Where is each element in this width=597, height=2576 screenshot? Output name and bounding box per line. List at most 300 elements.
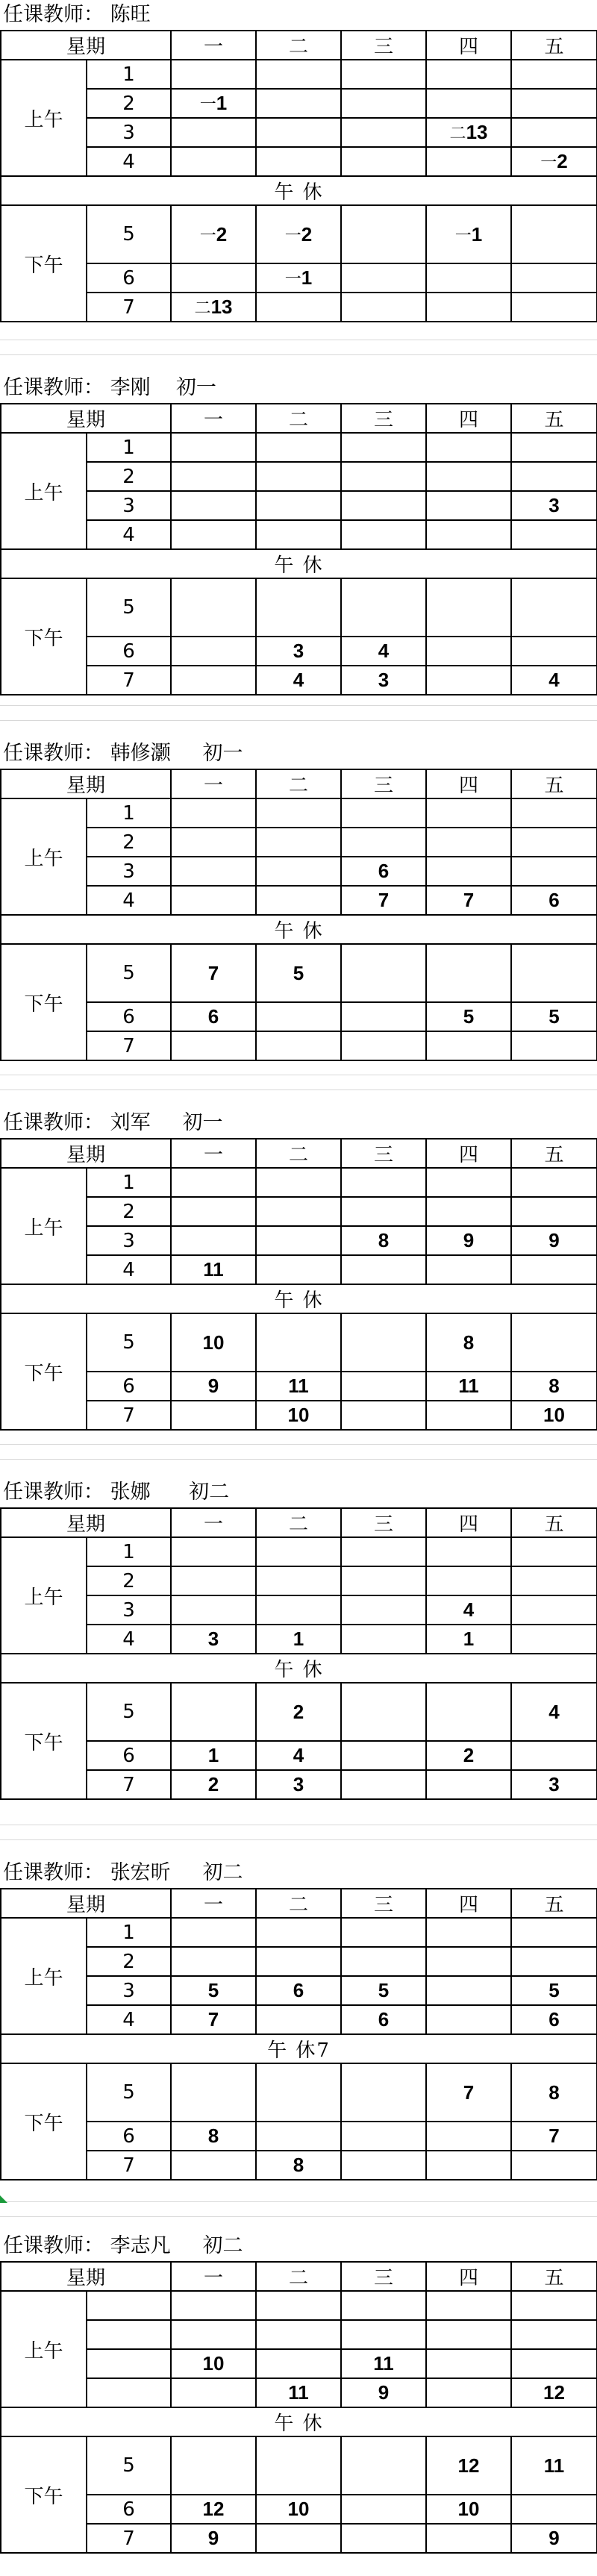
schedule-cell[interactable]: [426, 857, 511, 886]
schedule-cell[interactable]: 3: [256, 637, 341, 666]
day-header-4: 四: [426, 2262, 511, 2291]
schedule-cell[interactable]: [341, 2151, 426, 2180]
schedule-cell[interactable]: [426, 263, 511, 293]
table-row: [1, 666, 597, 695]
schedule-cell[interactable]: [341, 944, 426, 1002]
schedule-cell[interactable]: 一2: [256, 205, 341, 263]
schedule-cell[interactable]: 10: [171, 2349, 256, 2378]
schedule-cell[interactable]: [341, 2495, 426, 2524]
teacher-header: 任课教师： 李志凡 初二: [3, 2234, 243, 2257]
schedule-cell[interactable]: [171, 2378, 256, 2407]
table-row: [1, 1741, 597, 1770]
schedule-cell[interactable]: [426, 798, 511, 828]
schedule-cell[interactable]: 3: [511, 1770, 597, 1799]
schedule-cell[interactable]: [256, 293, 341, 322]
schedule-cell[interactable]: 一1: [171, 89, 256, 118]
schedule-cell[interactable]: [511, 1918, 597, 1947]
schedule-cell[interactable]: [256, 60, 341, 89]
schedule-cell[interactable]: [256, 89, 341, 118]
schedule-cell[interactable]: 12: [511, 2378, 597, 2407]
schedule-cell[interactable]: [171, 1197, 256, 1226]
sheet-gridline: [0, 720, 597, 721]
schedule-cell[interactable]: [256, 2436, 341, 2495]
schedule-cell[interactable]: [426, 2005, 511, 2034]
schedule-cell[interactable]: [341, 2122, 426, 2151]
schedule-cell[interactable]: [341, 798, 426, 828]
schedule-cell[interactable]: 一1: [256, 263, 341, 293]
schedule-cell[interactable]: [256, 1947, 341, 1976]
schedule-cell[interactable]: [426, 828, 511, 857]
table-row: [1, 1625, 597, 1654]
schedule-cell[interactable]: [171, 491, 256, 520]
schedule-cell[interactable]: [341, 205, 426, 263]
teacher-header: 任课教师： 韩修灏 初一: [3, 742, 243, 765]
schedule-cell[interactable]: 2: [426, 1741, 511, 1770]
schedule-cell[interactable]: [426, 944, 511, 1002]
table-row: [1, 1976, 597, 2005]
schedule-cell[interactable]: [171, 147, 256, 176]
schedule-cell[interactable]: [426, 293, 511, 322]
schedule-cell[interactable]: [171, 1226, 256, 1255]
schedule-cell[interactable]: [426, 1566, 511, 1595]
schedule-cell[interactable]: [511, 1168, 597, 1197]
schedule-cell[interactable]: [426, 637, 511, 666]
schedule-cell[interactable]: [256, 1002, 341, 1031]
schedule-cell[interactable]: [426, 1537, 511, 1566]
schedule-cell[interactable]: [341, 462, 426, 491]
period-number: 6: [87, 1741, 171, 1770]
period-number: 3: [87, 118, 171, 147]
schedule-cell[interactable]: 1: [256, 1625, 341, 1654]
schedule-cell[interactable]: [256, 886, 341, 915]
schedule-cell[interactable]: [171, 2063, 256, 2122]
schedule-cell[interactable]: [511, 2291, 597, 2320]
schedule-cell[interactable]: [426, 520, 511, 549]
schedule-cell[interactable]: 4: [341, 637, 426, 666]
schedule-cell[interactable]: [171, 798, 256, 828]
schedule-cell[interactable]: [426, 1255, 511, 1284]
schedule-cell[interactable]: 二13: [426, 118, 511, 147]
schedule-cell[interactable]: 7: [341, 886, 426, 915]
table-row: [1, 2436, 597, 2495]
schedule-cell[interactable]: [171, 637, 256, 666]
schedule-cell[interactable]: 11: [171, 1255, 256, 1284]
schedule-cell[interactable]: 7: [511, 2122, 597, 2151]
schedule-cell[interactable]: [256, 2005, 341, 2034]
schedule-cell[interactable]: 10: [426, 2495, 511, 2524]
schedule-cell[interactable]: 7: [426, 2063, 511, 2122]
period-number: 3: [87, 1226, 171, 1255]
day-header-5: 五: [511, 1889, 597, 1918]
schedule-cell[interactable]: [511, 60, 597, 89]
schedule-cell[interactable]: [171, 1168, 256, 1197]
period-number: 2: [87, 1947, 171, 1976]
weekday-header-row: [1, 31, 597, 60]
schedule-cell[interactable]: [426, 433, 511, 462]
schedule-cell[interactable]: [426, 1947, 511, 1976]
schedule-cell[interactable]: 12: [426, 2436, 511, 2495]
schedule-cell[interactable]: [511, 118, 597, 147]
schedule-cell[interactable]: [256, 1226, 341, 1255]
schedule-cell[interactable]: [341, 293, 426, 322]
schedule-cell[interactable]: [426, 1031, 511, 1060]
schedule-cell[interactable]: [511, 1566, 597, 1595]
schedule-cell[interactable]: [511, 1255, 597, 1284]
schedule-cell[interactable]: [256, 491, 341, 520]
schedule-cell[interactable]: [341, 1255, 426, 1284]
schedule-cell[interactable]: [171, 2320, 256, 2349]
schedule-cell[interactable]: [511, 2495, 597, 2524]
schedule-cell[interactable]: [256, 2063, 341, 2122]
schedule-cell[interactable]: 3: [256, 1770, 341, 1799]
schedule-cell[interactable]: [341, 578, 426, 637]
schedule-cell[interactable]: 6: [341, 857, 426, 886]
schedule-cell[interactable]: [341, 491, 426, 520]
schedule-cell[interactable]: [256, 1313, 341, 1372]
schedule-cell[interactable]: 3: [171, 1625, 256, 1654]
table-row: [1, 462, 597, 491]
schedule-cell[interactable]: [341, 1537, 426, 1566]
period-number: 2: [87, 1197, 171, 1226]
period-number: 4: [87, 1255, 171, 1284]
schedule-cell[interactable]: [256, 2349, 341, 2378]
weekday-label: 星期: [1, 404, 171, 433]
schedule-cell[interactable]: [341, 2320, 426, 2349]
table-row: [1, 2151, 597, 2180]
schedule-cell[interactable]: [511, 828, 597, 857]
period-number: 6: [87, 1002, 171, 1031]
schedule-cell[interactable]: [426, 491, 511, 520]
schedule-cell[interactable]: [256, 520, 341, 549]
schedule-cell[interactable]: [341, 1947, 426, 1976]
schedule-cell[interactable]: [171, 857, 256, 886]
schedule-cell[interactable]: 一1: [426, 205, 511, 263]
schedule-cell[interactable]: [511, 857, 597, 886]
schedule-cell[interactable]: [256, 433, 341, 462]
schedule-cell[interactable]: 6: [256, 1976, 341, 2005]
schedule-cell[interactable]: [511, 944, 597, 1002]
schedule-cell[interactable]: [426, 89, 511, 118]
schedule-cell[interactable]: 8: [511, 2063, 597, 2122]
schedule-cell[interactable]: 6: [511, 2005, 597, 2034]
schedule-cell[interactable]: 2: [171, 1770, 256, 1799]
schedule-cell[interactable]: [426, 1168, 511, 1197]
schedule-cell[interactable]: [171, 60, 256, 89]
schedule-cell[interactable]: 5: [341, 1976, 426, 2005]
schedule-cell[interactable]: 7: [171, 2005, 256, 2034]
schedule-cell[interactable]: 8: [341, 1226, 426, 1255]
schedule-cell[interactable]: [341, 1002, 426, 1031]
schedule-cell[interactable]: [426, 2122, 511, 2151]
schedule-cell[interactable]: [511, 1741, 597, 1770]
schedule-cell[interactable]: 11: [426, 1372, 511, 1401]
schedule-cell[interactable]: 9: [341, 2378, 426, 2407]
schedule-cell[interactable]: [171, 1537, 256, 1566]
schedule-cell[interactable]: 9: [511, 1226, 597, 1255]
period-number: [87, 2378, 171, 2407]
schedule-cell[interactable]: [171, 2436, 256, 2495]
schedule-cell[interactable]: 8: [511, 1372, 597, 1401]
schedule-cell[interactable]: [256, 1197, 341, 1226]
schedule-cell[interactable]: 11: [256, 1372, 341, 1401]
schedule-cell[interactable]: [341, 2436, 426, 2495]
period-number: [87, 2320, 171, 2349]
schedule-cell[interactable]: 9: [426, 1226, 511, 1255]
schedule-cell[interactable]: [341, 1313, 426, 1372]
schedule-cell[interactable]: 4: [256, 666, 341, 695]
schedule-cell[interactable]: [426, 2320, 511, 2349]
period-number: 7: [87, 1770, 171, 1799]
noon-break-row: [1, 2407, 597, 2436]
schedule-cell[interactable]: 2: [256, 1683, 341, 1741]
schedule-cell[interactable]: [341, 1372, 426, 1401]
table-row: [1, 1401, 597, 1430]
schedule-cell[interactable]: [256, 1255, 341, 1284]
schedule-cell[interactable]: [426, 1401, 511, 1430]
schedule-cell[interactable]: [511, 578, 597, 637]
schedule-cell[interactable]: [256, 578, 341, 637]
schedule-cell[interactable]: [426, 2291, 511, 2320]
schedule-cell[interactable]: [341, 263, 426, 293]
schedule-cell[interactable]: 4: [511, 1683, 597, 1741]
schedule-cell[interactable]: 1: [171, 1741, 256, 1770]
schedule-cell[interactable]: 5: [511, 1976, 597, 2005]
schedule-cell[interactable]: [426, 147, 511, 176]
schedule-cell[interactable]: [171, 1947, 256, 1976]
schedule-cell[interactable]: [511, 205, 597, 263]
schedule-cell[interactable]: [171, 1595, 256, 1625]
schedule-cell[interactable]: [171, 118, 256, 147]
schedule-cell[interactable]: 10: [256, 2495, 341, 2524]
schedule-cell[interactable]: [426, 1918, 511, 1947]
schedule-cell[interactable]: [256, 1918, 341, 1947]
schedule-cell[interactable]: 一2: [511, 147, 597, 176]
schedule-cell[interactable]: [426, 1976, 511, 2005]
table-row: [1, 637, 597, 666]
schedule-cell[interactable]: 9: [171, 1372, 256, 1401]
schedule-cell[interactable]: 7: [171, 944, 256, 1002]
schedule-cell[interactable]: [256, 1566, 341, 1595]
schedule-cell[interactable]: [341, 1625, 426, 1654]
schedule-cell[interactable]: 11: [341, 2349, 426, 2378]
sheet-gridline: [0, 1444, 597, 1445]
schedule-cell[interactable]: [426, 60, 511, 89]
schedule-cell[interactable]: [511, 1947, 597, 1976]
period-number: 3: [87, 857, 171, 886]
schedule-cell[interactable]: [511, 2151, 597, 2180]
schedule-cell[interactable]: [511, 293, 597, 322]
schedule-cell[interactable]: [256, 2122, 341, 2151]
schedule-cell[interactable]: 8: [426, 1313, 511, 1372]
schedule-cell[interactable]: [341, 147, 426, 176]
table-row: [1, 578, 597, 637]
sheet-gridline: [0, 2216, 597, 2217]
schedule-cell[interactable]: 4: [511, 666, 597, 695]
schedule-cell[interactable]: [171, 2291, 256, 2320]
schedule-cell[interactable]: [341, 828, 426, 857]
table-row: [1, 2122, 597, 2151]
morning-label: 上午: [1, 60, 87, 176]
schedule-cell[interactable]: [341, 1197, 426, 1226]
afternoon-label: 下午: [1, 205, 87, 322]
schedule-cell[interactable]: [256, 1168, 341, 1197]
schedule-cell[interactable]: [426, 2349, 511, 2378]
schedule-cell[interactable]: 10: [511, 1401, 597, 1430]
schedule-cell[interactable]: 11: [256, 2378, 341, 2407]
schedule-cell[interactable]: [256, 857, 341, 886]
schedule-cell[interactable]: 11: [511, 2436, 597, 2495]
sheet-gridline: [0, 354, 597, 355]
period-number: 4: [87, 2005, 171, 2034]
schedule-cell[interactable]: [426, 666, 511, 695]
schedule-cell[interactable]: [256, 2524, 341, 2553]
schedule-cell[interactable]: 10: [171, 1313, 256, 1372]
schedule-cell[interactable]: [341, 1595, 426, 1625]
morning-label: 上午: [1, 433, 87, 549]
schedule-cell[interactable]: [511, 433, 597, 462]
schedule-cell[interactable]: [256, 147, 341, 176]
schedule-cell[interactable]: [256, 1595, 341, 1625]
schedule-cell[interactable]: [426, 1770, 511, 1799]
day-header-1: 一: [171, 769, 256, 798]
schedule-cell[interactable]: 1: [426, 1625, 511, 1654]
schedule-cell[interactable]: [171, 578, 256, 637]
schedule-cell[interactable]: [341, 118, 426, 147]
weekday-label: 星期: [1, 769, 171, 798]
schedule-table: [0, 769, 597, 1061]
schedule-cell[interactable]: [171, 462, 256, 491]
schedule-cell[interactable]: 5: [426, 1002, 511, 1031]
schedule-cell[interactable]: [511, 2349, 597, 2378]
period-number: 1: [87, 1168, 171, 1197]
schedule-cell[interactable]: [256, 2291, 341, 2320]
day-header-2: 二: [256, 769, 341, 798]
schedule-cell[interactable]: [256, 1537, 341, 1566]
schedule-cell[interactable]: [171, 666, 256, 695]
schedule-cell[interactable]: [511, 462, 597, 491]
schedule-cell[interactable]: [171, 828, 256, 857]
schedule-cell[interactable]: 8: [171, 2122, 256, 2151]
schedule-cell[interactable]: [171, 520, 256, 549]
period-number: 5: [87, 578, 171, 637]
schedule-cell[interactable]: [341, 1031, 426, 1060]
schedule-cell[interactable]: [256, 798, 341, 828]
schedule-cell[interactable]: 4: [426, 1595, 511, 1625]
schedule-cell[interactable]: [511, 637, 597, 666]
schedule-cell[interactable]: [256, 462, 341, 491]
schedule-cell[interactable]: 一2: [171, 205, 256, 263]
schedule-cell[interactable]: [341, 1683, 426, 1741]
schedule-cell[interactable]: 8: [256, 2151, 341, 2180]
period-number: 5: [87, 2436, 171, 2495]
schedule-cell[interactable]: 二13: [171, 293, 256, 322]
schedule-cell[interactable]: [511, 520, 597, 549]
schedule-cell[interactable]: 6: [341, 2005, 426, 2034]
schedule-cell[interactable]: [511, 2320, 597, 2349]
afternoon-label: 下午: [1, 578, 87, 695]
schedule-cell[interactable]: [171, 1683, 256, 1741]
schedule-cell[interactable]: [341, 1770, 426, 1799]
schedule-cell[interactable]: [171, 1031, 256, 1060]
schedule-cell[interactable]: [426, 578, 511, 637]
day-header-3: 三: [341, 769, 426, 798]
schedule-cell[interactable]: [341, 89, 426, 118]
table-row: [1, 944, 597, 1002]
schedule-cell[interactable]: 5: [256, 944, 341, 1002]
schedule-cell[interactable]: [256, 2320, 341, 2349]
schedule-cell[interactable]: [171, 2151, 256, 2180]
schedule-cell[interactable]: [341, 1566, 426, 1595]
schedule-cell[interactable]: [341, 433, 426, 462]
schedule-cell[interactable]: [426, 1197, 511, 1226]
schedule-cell[interactable]: 4: [256, 1741, 341, 1770]
schedule-cell[interactable]: [511, 1625, 597, 1654]
schedule-cell[interactable]: [341, 2524, 426, 2553]
schedule-cell[interactable]: [171, 1401, 256, 1430]
schedule-cell[interactable]: [511, 263, 597, 293]
schedule-cell[interactable]: 9: [171, 2524, 256, 2553]
schedule-cell[interactable]: 5: [511, 1002, 597, 1031]
table-row: [1, 1566, 597, 1595]
schedule-cell[interactable]: [426, 462, 511, 491]
schedule-cell[interactable]: [511, 1313, 597, 1372]
schedule-cell[interactable]: [341, 1401, 426, 1430]
table-row: [1, 1372, 597, 1401]
table-row: [1, 857, 597, 886]
schedule-cell[interactable]: [256, 828, 341, 857]
schedule-cell[interactable]: [511, 89, 597, 118]
schedule-cell[interactable]: [341, 1918, 426, 1947]
period-number: 2: [87, 828, 171, 857]
day-header-2: 二: [256, 1139, 341, 1168]
schedule-cell[interactable]: [426, 1683, 511, 1741]
schedule-cell[interactable]: [511, 1197, 597, 1226]
schedule-cell[interactable]: [256, 118, 341, 147]
schedule-cell[interactable]: [426, 2524, 511, 2553]
schedule-cell[interactable]: 9: [511, 2524, 597, 2553]
schedule-cell[interactable]: 7: [426, 886, 511, 915]
schedule-cell[interactable]: [341, 2291, 426, 2320]
schedule-cell[interactable]: [171, 1918, 256, 1947]
schedule-cell[interactable]: [171, 263, 256, 293]
schedule-cell[interactable]: [511, 1595, 597, 1625]
schedule-cell[interactable]: [426, 2378, 511, 2407]
schedule-cell[interactable]: [341, 520, 426, 549]
schedule-cell[interactable]: [341, 60, 426, 89]
schedule-cell[interactable]: [341, 1741, 426, 1770]
schedule-cell[interactable]: 6: [511, 886, 597, 915]
schedule-cell[interactable]: 5: [171, 1976, 256, 2005]
schedule-cell[interactable]: [341, 1168, 426, 1197]
table-row: [1, 2495, 597, 2524]
schedule-cell[interactable]: 12: [171, 2495, 256, 2524]
schedule-cell[interactable]: [341, 2063, 426, 2122]
schedule-cell[interactable]: [171, 1566, 256, 1595]
schedule-cell[interactable]: [511, 1031, 597, 1060]
schedule-cell[interactable]: 6: [171, 1002, 256, 1031]
schedule-cell[interactable]: [511, 1537, 597, 1566]
schedule-cell[interactable]: [511, 798, 597, 828]
schedule-cell[interactable]: [426, 2151, 511, 2180]
schedule-cell[interactable]: 3: [511, 491, 597, 520]
table-row: [1, 433, 597, 462]
morning-label: 上午: [1, 2291, 87, 2407]
schedule-cell[interactable]: 10: [256, 1401, 341, 1430]
schedule-cell[interactable]: 3: [341, 666, 426, 695]
schedule-cell[interactable]: [171, 886, 256, 915]
schedule-cell[interactable]: [256, 1031, 341, 1060]
schedule-cell[interactable]: [171, 433, 256, 462]
